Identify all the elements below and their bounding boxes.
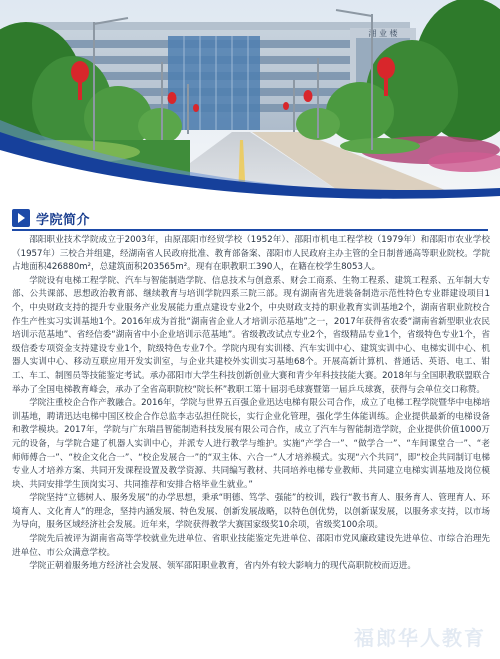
college-intro-text [12, 234, 490, 574]
campus-hero-photo [0, 0, 500, 200]
blue-square-arrow-icon [12, 209, 30, 227]
paragraph-overview: 邵阳职业技术学院成立于2003年，由原邵阳市经贸学校（1952年）、邵阳市机电工程学校（1979年）和邵阳市农业学校（1957年）三校合并组建，经湖南省人民政府批准、教育部备案、邵阳市人民政府主办主管的全日制普通高等职业院校。学院占地面积426880m²，总建筑面积203565m²。现有在职教职工390人，在籍在校学生8053人。 [12, 235, 490, 273]
section-title: 学院简介 [36, 212, 91, 228]
watermark: 福郎华人教育 [354, 626, 486, 650]
paragraph-honors: 学院先后被评为湖南省高等学校就业先进单位、省职业技能鉴定先进单位、邵阳市党风廉政建设先进单位、市综合治理先进单位、市公众满意学校。 [12, 534, 490, 558]
paragraph-industry-cooperation: 学院注重校企合作产教融合。2016年，学院与世界五百强企业迅达电梯有限公司合作，成立了电梯工程学院暨华中电梯培训基地，聘请迅达电梯中国区校企合作总监李志弘担任院长，实行企业化管理，强化学生体能训练。企业提供最新的电梯设备和教学模块。2017年，学院与广东瑞昌智能制造科技发展有限公司合作，成立了汽车与智能制造学院，企业提供价值1000万元的设备，与学院合建了机器人实训中心，并派专人进行教学与维护。实施“产学合一”、“做学合一”、“车间课堂合一”、“老师师傅合一”、“校企文化合一”、“校企发展合一”的“双主体、六合一”人才培养模式。实现“六个共同”，即“校企共同制订电梯专业人才培养方案、共同开发课程设置及教学资源、共同编写教材、共同培养电梯专业教师、共同建立电梯实训基地及岗位模块、共同安排学生顶岗实习、共同推荐和安排合格毕业生就业。” [12, 398, 490, 490]
paragraph-outlook: 学院正朝着服务地方经济社会发展、领军邵阳职业教育，省内外有较大影响力的现代高职院校而迈进。 [29, 561, 416, 572]
section-header [12, 208, 90, 228]
building-sign: 湘 业 楼 [368, 29, 398, 38]
paragraph-departments: 学院设有电梯工程学院、汽车与智能制造学院、信息技术与创意系、财会工商系、生物工程系、建筑工程系、五年制大专部、公共课部、思想政治教育部、继续教育与培训学院四系三院三部。现有湖南省先进装备制造示范性特色专业群建设项目1个，中央财政支持的提升专业服务产业发展能力重点建设专业2个，中央财政支持的职业教育实训基地2个，湖南省职业院校合作生产性实习实训基地1个。2016年成为首批“湖南省企业人才培训示范基地”之一，2017年获得省农委“湖南省新型职业农民培训示范基地”、省经信委“湖南省中小企业培训示范基地”。省级教改试点专业2个，省级精品专业1个，省级特色专业1个，省级信委专项资金支持建设专业1个，院级特色专业7个。学院内现有实训楼、汽车实训中心、建筑实训中心、电梯实训中心、机器人实训中心、移动互联应用开发实训室，与企业共建校外实训实习基地68个。开展高新计算机、普通话、英语、电工、钳工、车工、制图员等技能鉴定考试。承办邵阳市大学生科技创新创业大赛和青少年科技技能大赛。2018年与全国职教联盟联合举办了全国电梯教育峰会，承办了全省高职院校“院长杯”教职工第十届羽毛球赛暨第一届乒乓球赛，获得与会单位交口称赞。 [12, 275, 490, 395]
campus-scene-illustration [0, 0, 500, 200]
paragraph-philosophy: 学院坚持“立德树人、服务发展”的办学思想，秉承“明德、笃学、强能”的校训，践行“教书育人、服务育人、管理育人、环境育人、文化育人”的理念，坚持内涵发展、特色发展、创新发展战略，以特色创优势，以创新谋发展，以服务求支持，以市场为导向，服务区域经济社会发展。近年来，学院获得教学大赛国家级奖10余项，省级奖100余项。 [12, 493, 490, 531]
section-divider [12, 229, 488, 231]
